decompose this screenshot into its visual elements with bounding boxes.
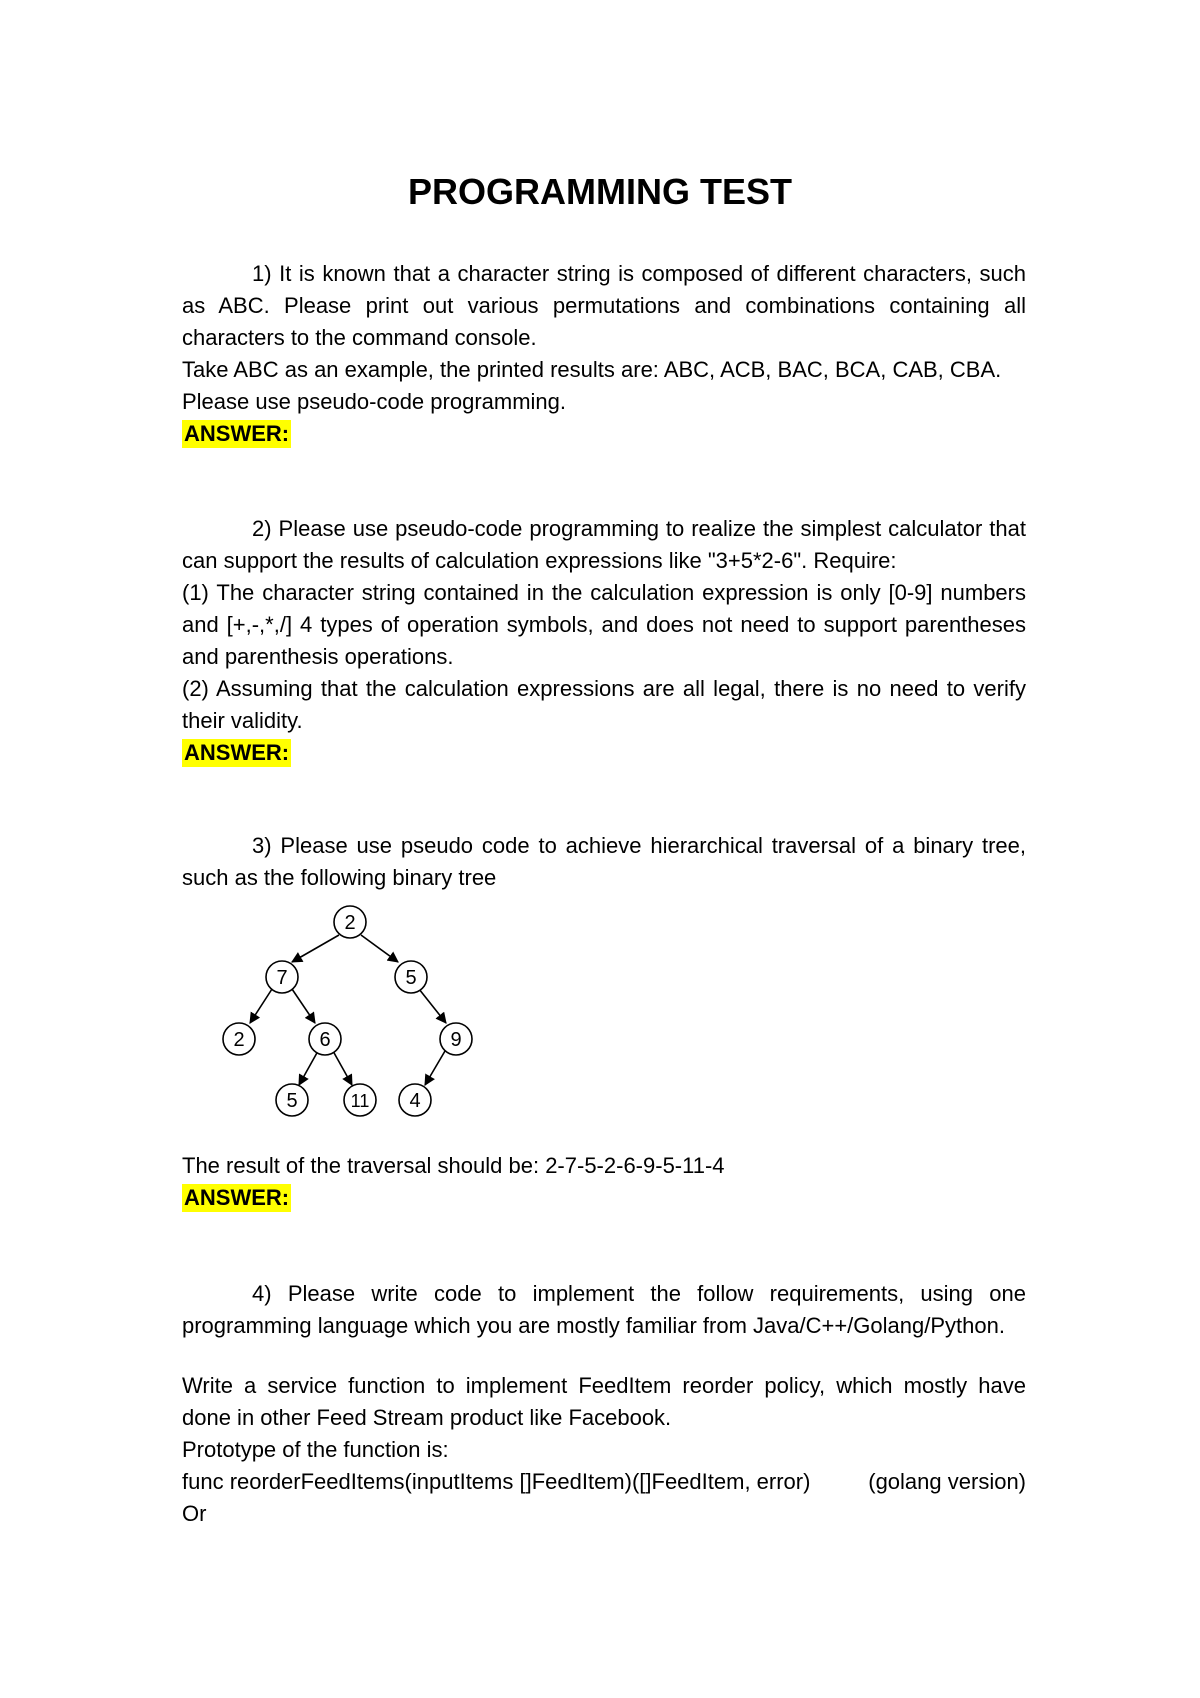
svg-text:7: 7 (276, 967, 288, 989)
q1-paragraph: 1) It is known that a character string is composed of different characters, such as ABC. Please print out various permutations and combinations containing all characters to the command console. (182, 261, 1026, 350)
tree-node-l3-b (344, 1084, 376, 1116)
question-2 (182, 513, 1026, 769)
svg-text:2: 2 (233, 1029, 245, 1051)
edge-7-6 (292, 989, 315, 1023)
question-3 (182, 830, 1026, 894)
q2-answer-label: ANSWER: (184, 740, 290, 765)
edge-2-5 (361, 935, 398, 962)
q4-signature-note: (golang version) (868, 1469, 1026, 1494)
edge-7-2 (250, 989, 272, 1023)
tree-node-l3-c (399, 1084, 431, 1116)
q4-spacer (182, 1342, 1026, 1370)
svg-text:2: 2 (344, 912, 356, 934)
edge-2-7 (292, 935, 339, 962)
q4-signature: func reorderFeedItems(inputItems []FeedItem)([]FeedItem, error) (182, 1469, 811, 1494)
q4-prototype-label: Prototype of the function is: (182, 1437, 449, 1462)
q3-result: The result of the traversal should be: 2-7-5-2-6-9-5-11-4 (182, 1153, 725, 1178)
page-title: PROGRAMMING TEST (408, 171, 792, 212)
q1-instruction: Please use pseudo-code programming. (182, 389, 567, 414)
svg-text:9: 9 (450, 1029, 462, 1051)
q2-requirement-1: (1) The character string contained in the calculation expression is only [0-9] numbers and [+,-,*,/] 4 types of operation symbols, and does not need to support parentheses and parenthesis operations. (182, 580, 1026, 669)
tree-node-root (334, 906, 366, 938)
tree-node-l2-a (223, 1023, 255, 1055)
tree-node-l1-left (266, 961, 298, 993)
q4-signature-row (182, 1466, 1026, 1498)
svg-text:4: 4 (409, 1090, 421, 1112)
q2-requirement-2: (2) Assuming that the calculation expressions are all legal, there is no need to verify their validity. (182, 676, 1026, 733)
edge-6-5 (299, 1051, 318, 1085)
svg-text:5: 5 (286, 1090, 298, 1112)
edge-9-4 (425, 1051, 445, 1085)
edge-5-9 (419, 989, 446, 1023)
q2-paragraph: 2) Please use pseudo-code programming to realize the simplest calculator that can support the results of calculation expressions like "3+5*2-6". Require: (182, 516, 1026, 573)
q3-answer-label: ANSWER: (184, 1185, 290, 1210)
tree-node-l1-right (395, 961, 427, 993)
q3-paragraph: 3) Please use pseudo code to achieve hierarchical traversal of a binary tree, such as the following binary tree (182, 833, 1026, 890)
svg-text:5: 5 (405, 967, 417, 989)
binary-tree-svg (215, 905, 495, 1125)
tree-node-l2-c (440, 1023, 472, 1055)
tree-node-l3-a (276, 1084, 308, 1116)
binary-tree-diagram (215, 905, 495, 1134)
svg-text:11: 11 (350, 1091, 370, 1111)
q1-answer-label: ANSWER: (184, 421, 290, 446)
question-3-result (182, 1150, 1026, 1214)
q4-paragraph: 4) Please write code to implement the follow requirements, using one programming language which you are mostly familiar from Java/C++/Golang/Python. (182, 1281, 1026, 1338)
edge-6-11 (333, 1051, 352, 1085)
question-4 (182, 1278, 1026, 1530)
q4-description: Write a service function to implement FeedItem reorder policy, which mostly have done in other Feed Stream product like Facebook. (182, 1373, 1026, 1430)
tree-node-l2-b (309, 1023, 341, 1055)
q4-or: Or (182, 1501, 207, 1526)
question-1 (182, 258, 1026, 450)
svg-text:6: 6 (319, 1029, 331, 1051)
q1-example: Take ABC as an example, the printed results are: ABC, ACB, BAC, BCA, CAB, CBA. (182, 357, 1002, 382)
